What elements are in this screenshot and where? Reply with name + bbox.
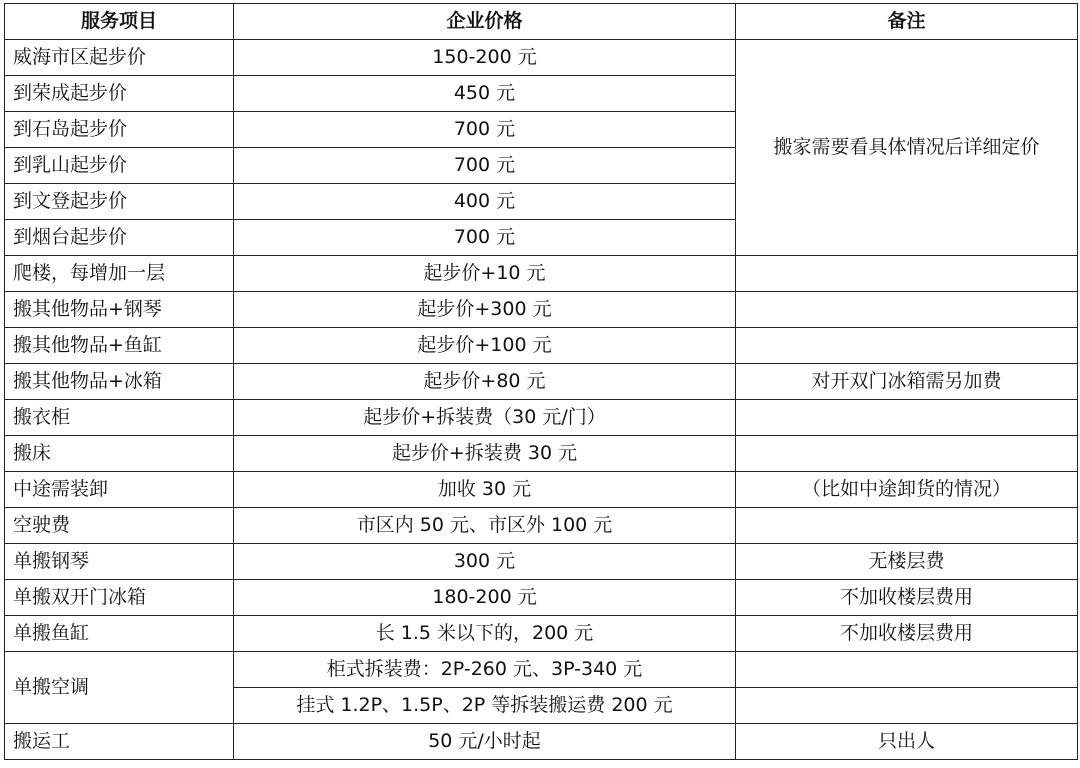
note-cell: 不加收楼层费用	[736, 580, 1078, 616]
service-item-cell: 到石岛起步价	[5, 112, 234, 148]
service-item-cell: 搬衣柜	[5, 400, 234, 436]
price-cell: 加收 30 元	[234, 472, 736, 508]
table-row	[5, 292, 1078, 328]
table-row	[5, 724, 1078, 760]
service-item-cell: 中途需装卸	[5, 472, 234, 508]
price-cell: 起步价+80 元	[234, 364, 736, 400]
service-item-cell: 单搬钢琴	[5, 544, 234, 580]
note-cell	[736, 400, 1078, 436]
price-cell: 市区内 50 元、市区外 100 元	[234, 508, 736, 544]
note-cell	[736, 256, 1078, 292]
price-cell: 起步价+拆装费（30 元/门）	[234, 400, 736, 436]
table-row	[5, 256, 1078, 292]
service-item-cell: 搬床	[5, 436, 234, 472]
price-cell: 起步价+10 元	[234, 256, 736, 292]
note-cell	[736, 652, 1078, 688]
service-item-cell: 威海市区起步价	[5, 40, 234, 76]
price-cell: 300 元	[234, 544, 736, 580]
table-row	[5, 436, 1078, 472]
note-cell	[736, 508, 1078, 544]
service-item-cell: 到文登起步价	[5, 184, 234, 220]
note-cell: 不加收楼层费用	[736, 616, 1078, 652]
service-item-cell: 搬其他物品+鱼缸	[5, 328, 234, 364]
table-row	[5, 616, 1078, 652]
price-cell: 柜式拆装费：2P-260 元、3P-340 元	[234, 652, 736, 688]
service-item-cell: 单搬鱼缸	[5, 616, 234, 652]
note-cell: 对开双门冰箱需另加费	[736, 364, 1078, 400]
service-item-cell: 到烟台起步价	[5, 220, 234, 256]
note-cell: 无楼层费	[736, 544, 1078, 580]
price-cell: 起步价+300 元	[234, 292, 736, 328]
price-cell: 起步价+拆装费 30 元	[234, 436, 736, 472]
service-item-cell: 搬其他物品+钢琴	[5, 292, 234, 328]
table-row	[5, 328, 1078, 364]
price-cell: 700 元	[234, 112, 736, 148]
service-item-cell: 空驶费	[5, 508, 234, 544]
table-header-row	[5, 4, 1078, 40]
table-row	[5, 400, 1078, 436]
price-cell: 700 元	[234, 220, 736, 256]
price-cell: 挂式 1.2P、1.5P、2P 等拆装搬运费 200 元	[234, 688, 736, 724]
note-cell: 只出人	[736, 724, 1078, 760]
price-cell: 50 元/小时起	[234, 724, 736, 760]
note-cell	[736, 436, 1078, 472]
price-cell: 400 元	[234, 184, 736, 220]
merged-note-cell: 搬家需要看具体情况后详细定价	[736, 40, 1078, 256]
price-cell: 700 元	[234, 148, 736, 184]
table-row	[5, 652, 1078, 688]
service-item-cell: 搬运工	[5, 724, 234, 760]
service-item-cell: 到乳山起步价	[5, 148, 234, 184]
header-remarks: 备注	[736, 4, 1078, 40]
header-service-item: 服务项目	[5, 4, 234, 40]
table-row	[5, 472, 1078, 508]
service-item-cell: 到荣成起步价	[5, 76, 234, 112]
note-cell	[736, 688, 1078, 724]
service-item-cell: 单搬空调	[5, 652, 234, 724]
service-item-cell: 爬楼，每增加一层	[5, 256, 234, 292]
price-cell: 长 1.5 米以下的，200 元	[234, 616, 736, 652]
price-cell: 起步价+100 元	[234, 328, 736, 364]
note-cell	[736, 328, 1078, 364]
service-item-cell: 单搬双开门冰箱	[5, 580, 234, 616]
header-enterprise-price: 企业价格	[234, 4, 736, 40]
table-row	[5, 544, 1078, 580]
note-cell: （比如中途卸货的情况）	[736, 472, 1078, 508]
table-row	[5, 364, 1078, 400]
service-price-table	[4, 3, 1078, 760]
table-row	[5, 580, 1078, 616]
table-row	[5, 508, 1078, 544]
note-cell	[736, 292, 1078, 328]
price-cell: 150-200 元	[234, 40, 736, 76]
price-cell: 180-200 元	[234, 580, 736, 616]
table-row	[5, 40, 1078, 76]
service-item-cell: 搬其他物品+冰箱	[5, 364, 234, 400]
price-cell: 450 元	[234, 76, 736, 112]
